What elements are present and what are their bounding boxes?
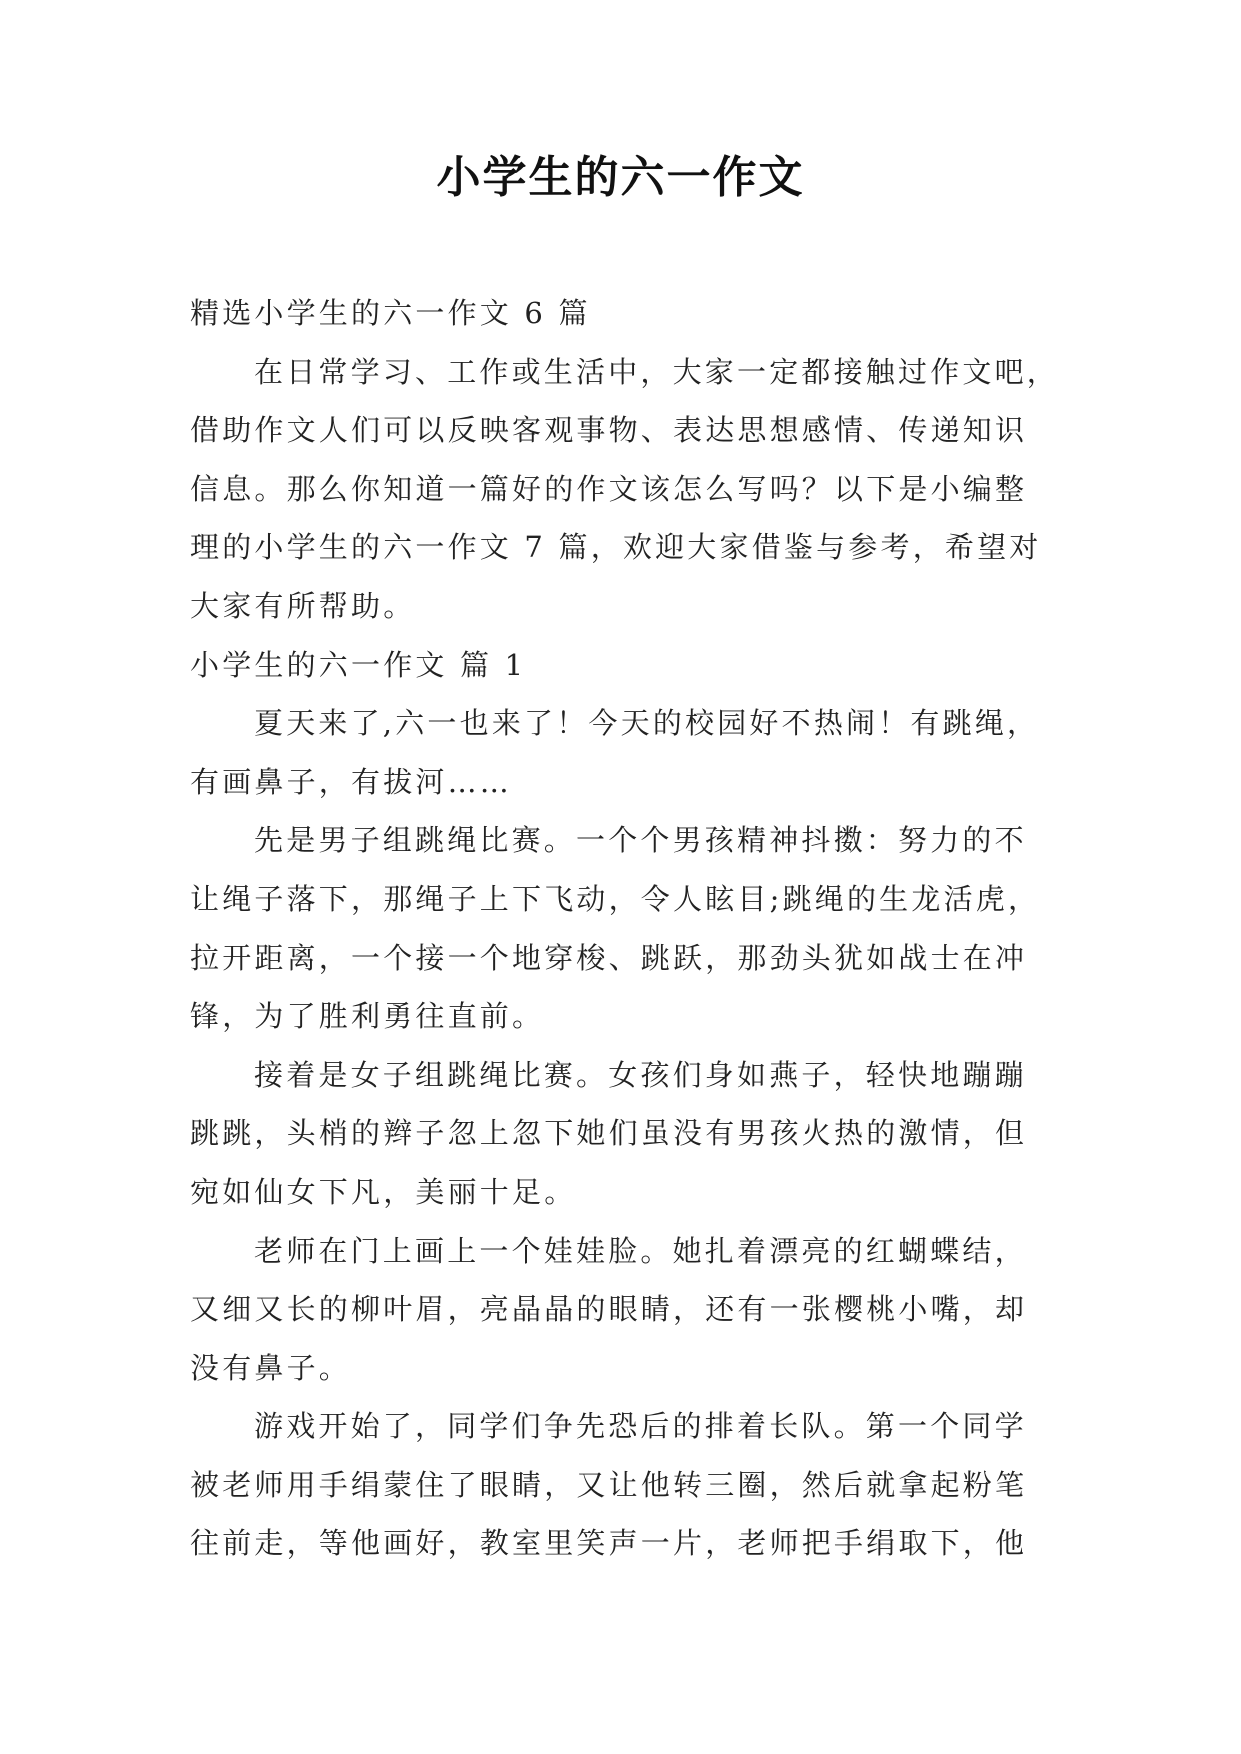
section-heading: 小学生的六一作文 篇 1 xyxy=(190,647,527,682)
paragraph-line: 老师在门上画上一个娃娃脸。她扎着漂亮的红蝴蝶结， xyxy=(254,1233,1027,1268)
paragraph-line: 有画鼻子，有拔河…… xyxy=(190,764,513,799)
paragraph-line: 理的小学生的六一作文 7 篇，欢迎大家借鉴与参考，希望对 xyxy=(190,530,1042,565)
paragraph-line: 宛如仙女下凡，美丽十足。 xyxy=(190,1174,577,1209)
subtitle-line: 精选小学生的六一作文 6 篇 xyxy=(190,296,591,330)
paragraph-line: 锋，为了胜利勇往直前。 xyxy=(190,999,545,1034)
paragraph-line: 游戏开始了，同学们争先恐后的排着长队。第一个同学 xyxy=(254,1409,1027,1444)
paragraph-line: 先是男子组跳绳比赛。一个个男孩精神抖擞：努力的不 xyxy=(254,823,1027,858)
paragraph-line: 夏天来了,六一也来了！今天的校园好不热闹！有跳绳， xyxy=(254,706,1040,741)
paragraph-line: 往前走，等他画好，教室里笑声一片，老师把手绢取下，他 xyxy=(190,1526,1028,1561)
paragraph-line: 信息。那么你知道一篇好的作文该怎么写吗？以下是小编整 xyxy=(190,471,1028,506)
paragraph-line: 借助作文人们可以反映客观事物、表达思想感情、传递知识 xyxy=(190,413,1028,448)
paragraph-line: 又细又长的柳叶眉，亮晶晶的眼睛，还有一张樱桃小嘴，却 xyxy=(190,1292,1028,1327)
document-body xyxy=(190,284,1060,1573)
paragraph-line: 大家有所帮助。 xyxy=(190,588,416,623)
paragraph-line: 在日常学习、工作或生活中，大家一定都接触过作文吧， xyxy=(254,354,1060,389)
paragraph-line: 让绳子落下，那绳子上下飞动，令人眩目;跳绳的生龙活虎， xyxy=(190,881,1041,916)
paragraph-line: 跳跳，头梢的辫子忽上忽下她们虽没有男孩火热的激情，但 xyxy=(190,1116,1028,1151)
paragraph-line: 拉开距离，一个接一个地穿梭、跳跃，那劲头犹如战士在冲 xyxy=(190,940,1028,975)
paragraph-line: 没有鼻子。 xyxy=(190,1350,352,1385)
document-title: 小学生的六一作文 xyxy=(436,152,805,203)
paragraph-line: 接着是女子组跳绳比赛。女孩们身如燕子，轻快地蹦蹦 xyxy=(254,1057,1027,1092)
paragraph-line: 被老师用手绢蒙住了眼睛，又让他转三圈，然后就拿起粉笔 xyxy=(190,1467,1028,1502)
